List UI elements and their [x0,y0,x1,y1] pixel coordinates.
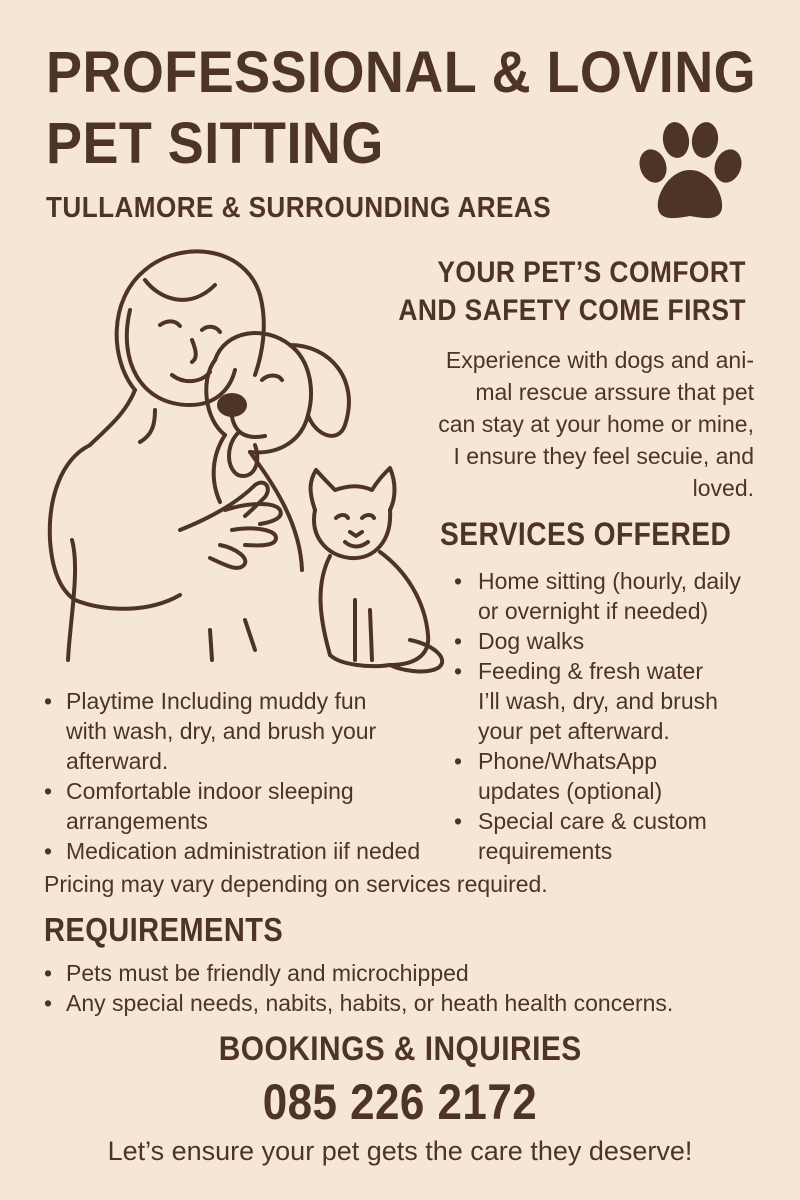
comfort-body-line: mal rescue arssure that pet [475,379,754,405]
bookings-heading-text: BOOKINGS & INQUIRIES [218,1030,582,1068]
list-item-line: your pet afterward. [478,718,670,744]
list-item-line: or overnight if needed) [478,598,709,624]
list-item-line: • Special care & custom [478,808,707,834]
list-item-line: afterward. [66,748,169,774]
list-item-line: • Home sitting (hourly, daily [478,568,741,594]
list-item-line: with wash, dry, and brush your [66,718,377,744]
list-item: • Any special needs, nabits, habits, or heath health concerns. [44,988,764,1018]
list-item-line: • Playtime Including muddy fun [66,688,367,714]
dog-ear [290,345,349,436]
list-item-line: • Comfortable indoor sleeping [66,778,354,804]
cat-tail [390,640,442,671]
list-item [44,686,454,776]
phone-number-text[interactable]: 085 226 2172 [262,1074,538,1130]
comfort-body-line: Experience with dogs and ani- [445,347,754,373]
list-item [452,656,792,746]
comfort-heading-line-2: AND SAFETY COME FIRST [398,294,746,327]
list-item-line: • Feeding & fresh water [478,658,704,684]
woman-hair [117,251,264,390]
comfort-body-line: loved. [692,475,754,501]
list-item [44,776,454,836]
list-item-line: • Medication administration iif neded [66,838,421,864]
tagline: Let’s ensure your pet gets the care they deserve! [107,1136,693,1166]
list-item-line: I’ll wash, dry, and brush [478,688,718,714]
woman-torso [50,445,90,600]
list-item [452,566,792,626]
woman-dog-cat-illustration [40,240,450,680]
comfort-body-line: I ensure they feel secuie, and [453,443,754,469]
services-list-left [44,686,454,866]
bookings-heading [0,1028,800,1070]
list-item [452,626,792,656]
services-list-right [452,566,792,866]
comfort-heading-line-1: YOUR PET’S COMFORT [437,256,746,289]
list-item [452,746,792,806]
list-item-line: arrangements [66,808,208,834]
comfort-body-line: can stay at your home or mine, [438,411,754,437]
woman-hand [180,483,268,530]
pricing-note: Pricing may vary depending on services required. [44,871,548,897]
paw-print-icon [632,120,748,226]
list-item [452,806,792,866]
title-line-1: PROFESSIONAL & LOVING [46,40,757,105]
list-item-line: • Dog walks [478,628,585,654]
requirements-heading: REQUIREMENTS [44,911,284,948]
list-item-line: updates (optional) [478,778,663,804]
comfort-heading [398,254,746,330]
cat-body [321,556,330,655]
list-item [44,836,454,866]
list-item-line: requirements [478,838,613,864]
subtitle: TULLAMORE & SURROUNDING AREAS [46,192,552,224]
cat-head [311,468,395,510]
phone-number[interactable] [0,1074,800,1130]
list-item-line: • Phone/WhatsApp [478,748,658,774]
requirements-list [44,958,764,1018]
services-heading: SERVICES OFFERED [440,516,732,552]
title-line-2: PET SITTING [46,111,384,176]
list-item: • Pets must be friendly and microchipped [44,958,764,988]
